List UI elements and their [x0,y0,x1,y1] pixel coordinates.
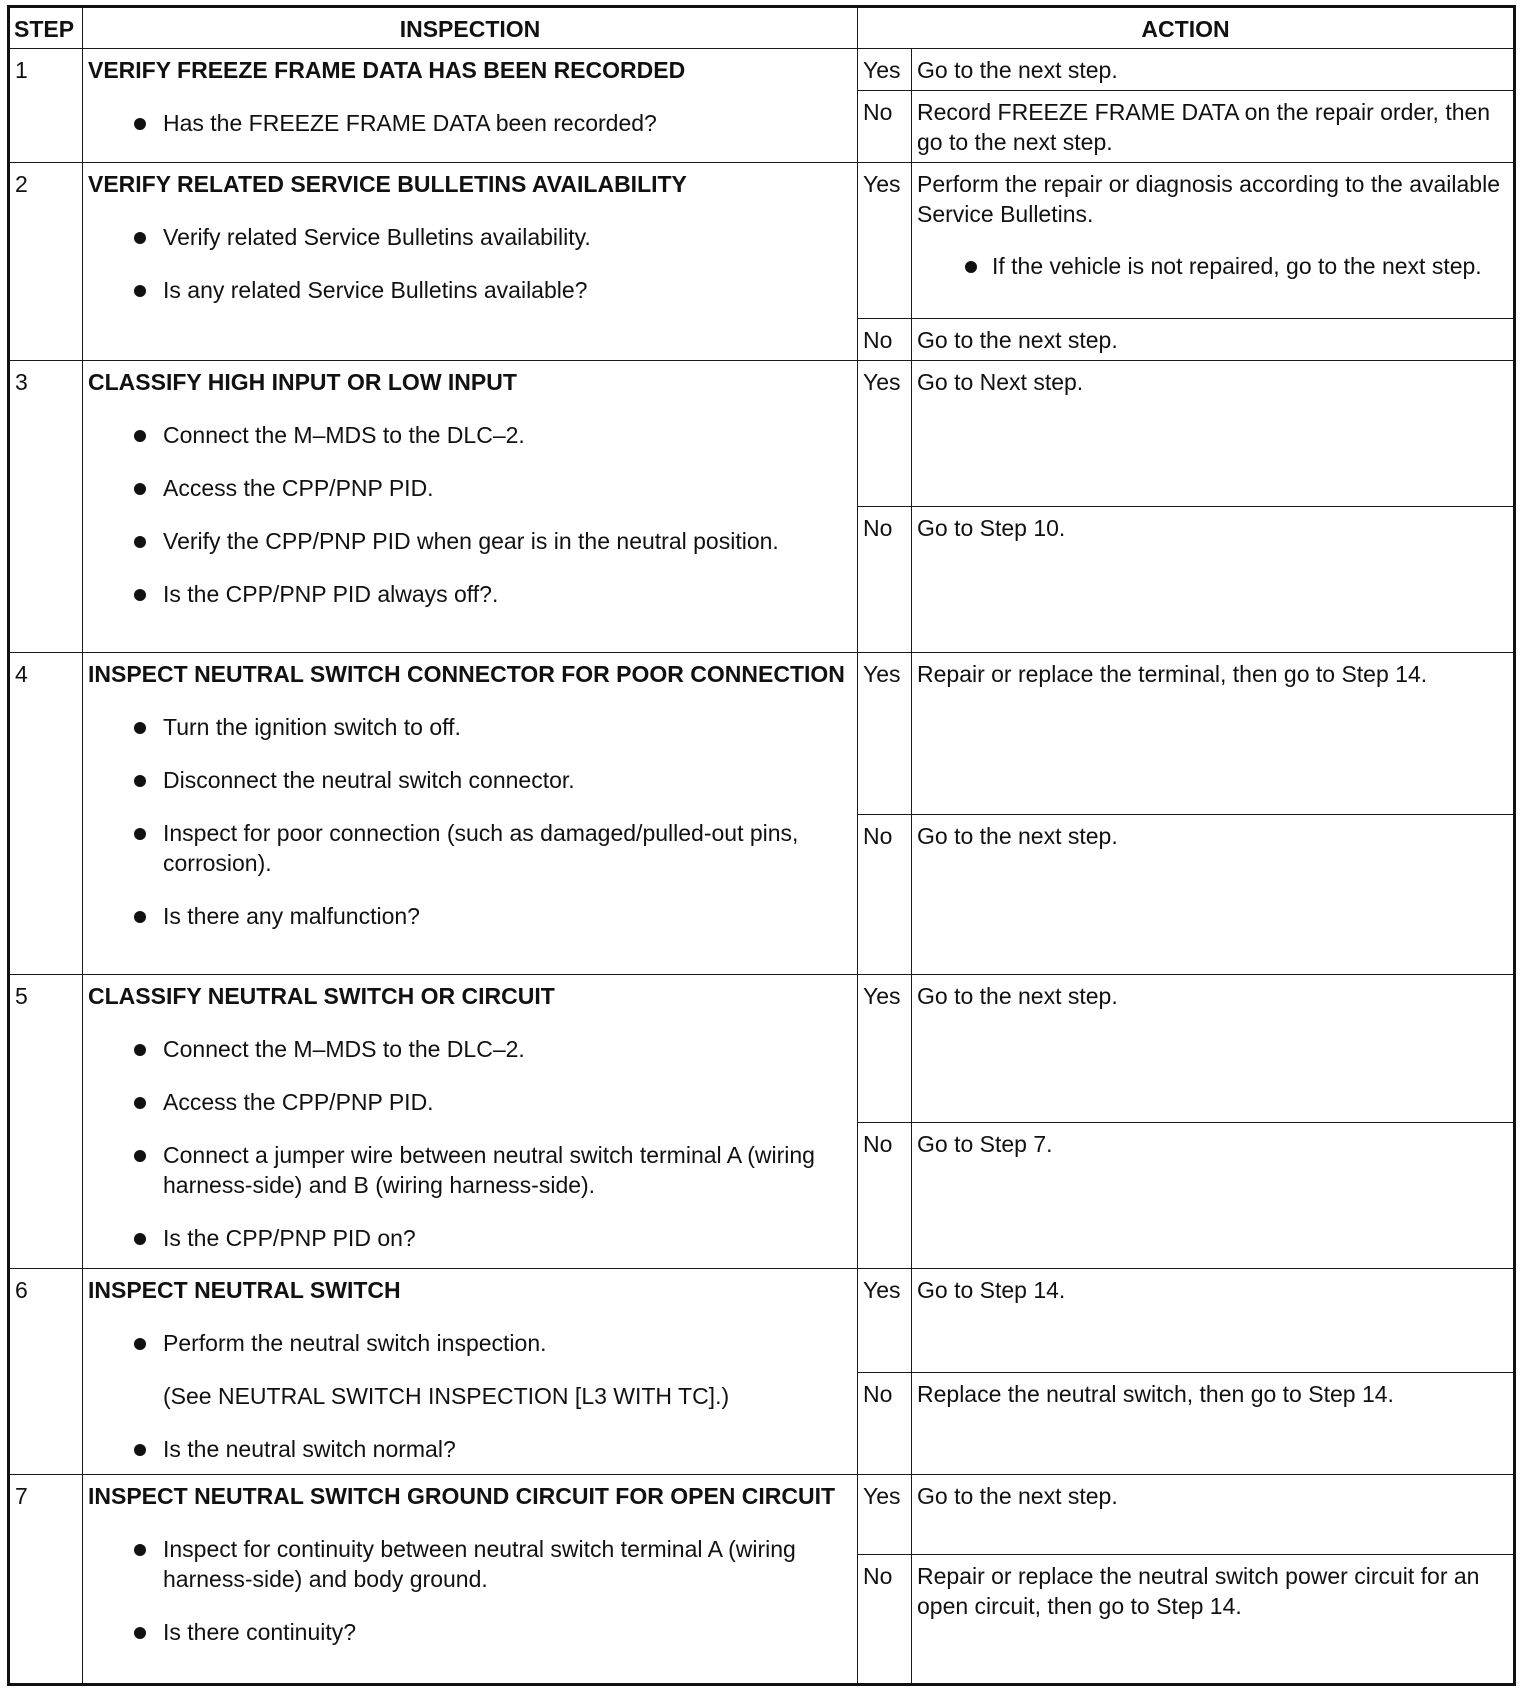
header-row [9,7,1515,49]
no-label: No [858,1123,912,1269]
step-inspection [83,975,858,1269]
step-2-yes-row [9,163,1515,319]
yes-action [912,163,1515,319]
inspection-bullet: Inspect for continuity between neutral switch terminal A (wiring harness-side) and body ground. [88,1534,852,1594]
action-header: ACTION [858,7,1515,49]
troubleshooting-page [7,5,1513,1686]
inspection-bullet: Access the CPP/PNP PID. [88,473,852,503]
yes-label: Yes [858,975,912,1123]
yes-label: Yes [858,1475,912,1555]
step-number: 1 [9,49,83,163]
inspection-bullet: Is the CPP/PNP PID always off?. [88,579,852,609]
step-title: VERIFY RELATED SERVICE BULLETINS AVAILABILITY [88,171,687,197]
step-1-yes-row [9,49,1515,91]
no-label: No [858,1555,912,1685]
yes-label: Yes [858,163,912,319]
inspection-bullet: Is there any malfunction? [88,901,852,931]
no-action: Record FREEZE FRAME DATA on the repair order, then go to the next step. [912,91,1515,163]
no-label: No [858,319,912,361]
step-inspection [83,49,858,163]
yes-action-subbullet: If the vehicle is not repaired, go to the next step. [917,251,1508,281]
no-action: Go to the next step. [912,319,1515,361]
no-action: Replace the neutral switch, then go to Step 14. [912,1373,1515,1475]
yes-action: Go to the next step. [912,975,1515,1123]
step-inspection [83,1475,858,1685]
step-number: 6 [9,1269,83,1475]
step-title: CLASSIFY HIGH INPUT OR LOW INPUT [88,369,517,395]
yes-label: Yes [858,49,912,91]
step-number: 4 [9,653,83,975]
reference-note: (See NEUTRAL SWITCH INSPECTION [L3 WITH TC].) [163,1383,730,1409]
step-inspection [83,163,858,361]
diagnostic-table [7,5,1516,1686]
inspection-bullet: Access the CPP/PNP PID. [88,1087,852,1117]
yes-action: Go to Next step. [912,361,1515,507]
step-inspection [83,1269,858,1475]
step-inspection [83,653,858,975]
step-title: INSPECT NEUTRAL SWITCH [88,1277,401,1303]
inspection-bullet: Connect a jumper wire between neutral switch terminal A (wiring harness-side) and B (wiring harness-side). [88,1140,852,1200]
step-title: INSPECT NEUTRAL SWITCH CONNECTOR FOR POOR CONNECTION [88,661,845,687]
step-number: 5 [9,975,83,1269]
no-action: Go to Step 10. [912,507,1515,653]
inspection-bullet: Disconnect the neutral switch connector. [88,765,852,795]
step-header: STEP [9,7,83,49]
inspection-bullet: Is any related Service Bulletins available? [88,275,852,305]
step-4-yes-row [9,653,1515,815]
inspection-bullet: Connect the M–MDS to the DLC–2. [88,1034,852,1064]
step-number: 3 [9,361,83,653]
inspection-bullet: Connect the M–MDS to the DLC–2. [88,420,852,450]
step-inspection [83,361,858,653]
inspection-bullet: Inspect for poor connection (such as damaged/pulled-out pins, corrosion). [88,818,852,878]
inspection-bullet: Is the CPP/PNP PID on? [88,1223,852,1253]
yes-action: Go to Step 14. [912,1269,1515,1373]
yes-action: Go to the next step. [912,49,1515,91]
step-number: 7 [9,1475,83,1685]
yes-action: Repair or replace the terminal, then go to Step 14. [912,653,1515,815]
yes-action: Go to the next step. [912,1475,1515,1555]
no-label: No [858,1373,912,1475]
step-title: INSPECT NEUTRAL SWITCH GROUND CIRCUIT FOR OPEN CIRCUIT [88,1483,836,1509]
step-7-yes-row [9,1475,1515,1555]
step-5-yes-row [9,975,1515,1123]
no-label: No [858,91,912,163]
yes-label: Yes [858,1269,912,1373]
no-label: No [858,815,912,975]
step-3-yes-row [9,361,1515,507]
inspection-bullet: Is there continuity? [88,1617,852,1647]
inspection-header: INSPECTION [83,7,858,49]
inspection-bullet: Turn the ignition switch to off. [88,712,852,742]
yes-label: Yes [858,361,912,507]
step-title: CLASSIFY NEUTRAL SWITCH OR CIRCUIT [88,983,555,1009]
step-number: 2 [9,163,83,361]
inspection-bullet: Has the FREEZE FRAME DATA been recorded? [88,108,852,138]
inspection-bullet: Verify the CPP/PNP PID when gear is in the neutral position. [88,526,852,556]
yes-label: Yes [858,653,912,815]
inspection-bullet: Verify related Service Bulletins availability. [88,222,852,252]
yes-action-text: Perform the repair or diagnosis according to the available Service Bulletins. [917,171,1500,227]
inspection-bullet: Perform the neutral switch inspection. [88,1328,852,1358]
step-6-yes-row [9,1269,1515,1373]
no-action: Repair or replace the neutral switch power circuit for an open circuit, then go to Step 14. [912,1555,1515,1685]
no-action: Go to the next step. [912,815,1515,975]
inspection-bullet: Is the neutral switch normal? [88,1434,852,1464]
step-title: VERIFY FREEZE FRAME DATA HAS BEEN RECORDED [88,57,686,83]
no-action: Go to Step 7. [912,1123,1515,1269]
no-label: No [858,507,912,653]
